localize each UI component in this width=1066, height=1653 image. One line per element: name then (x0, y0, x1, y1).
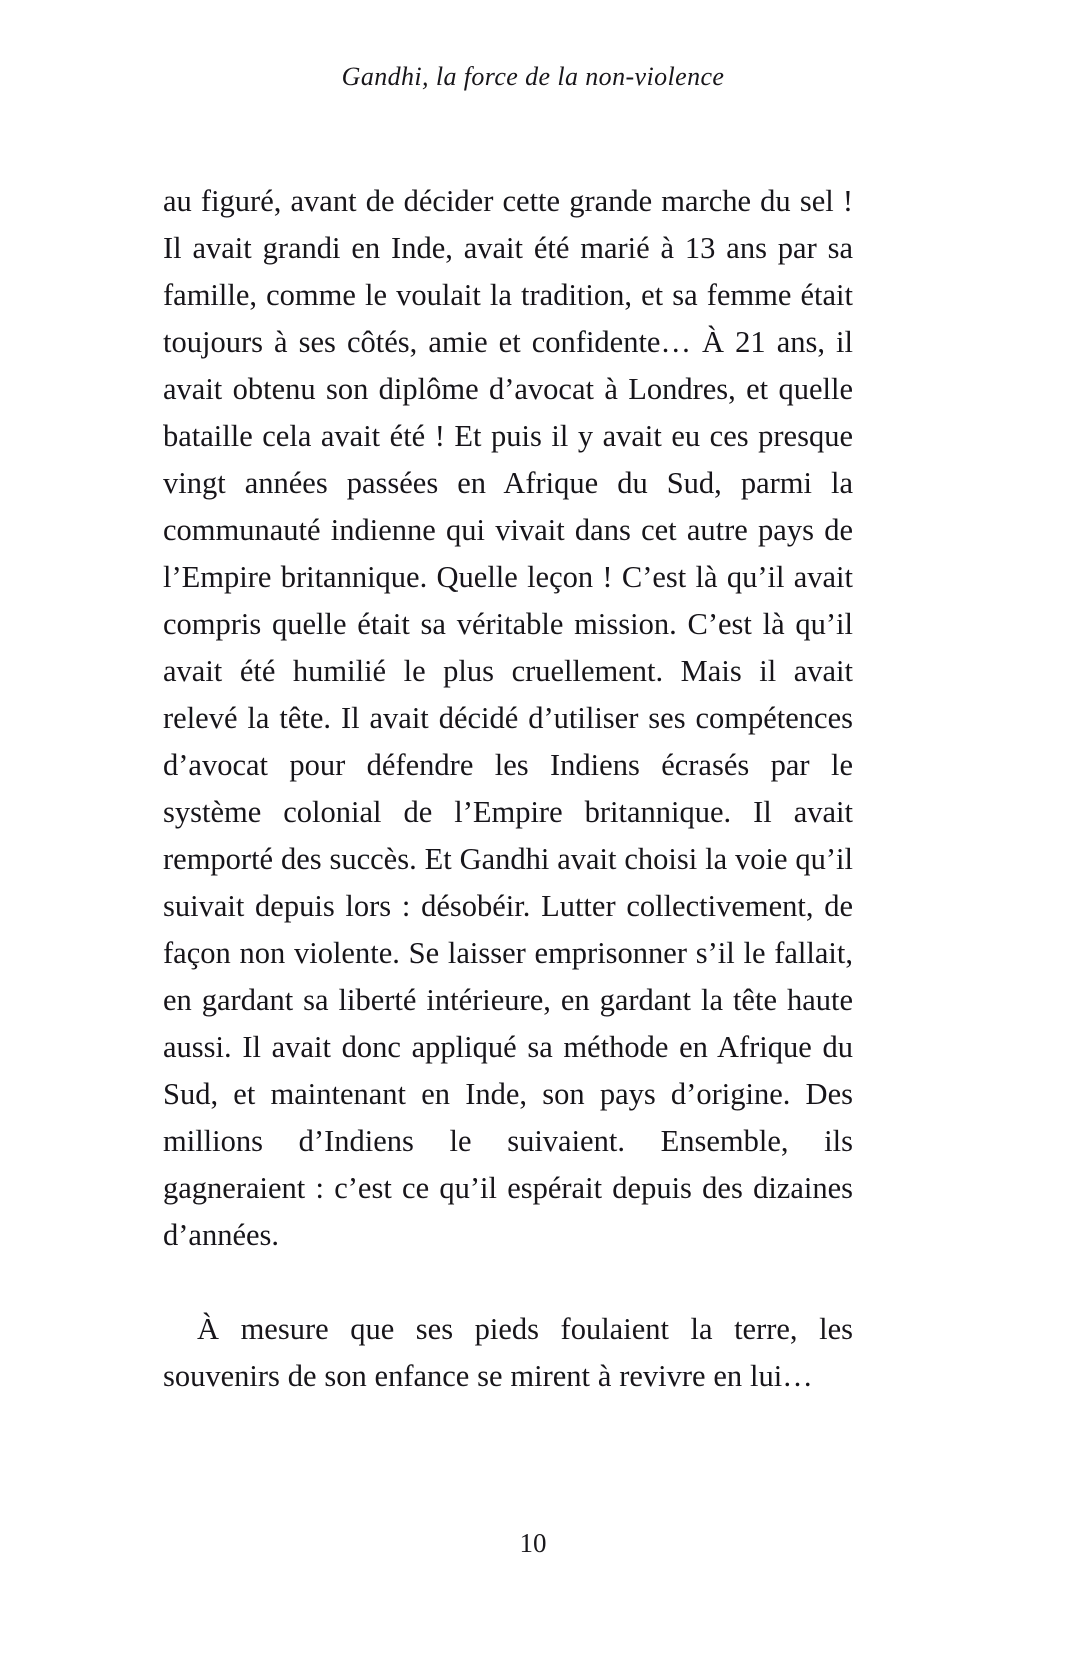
body-paragraph-new: À mesure que ses pieds foulaient la terre, les souvenirs de son enfance se mirent à revivre en lui… (163, 1312, 853, 1393)
page-number: 10 (519, 1528, 547, 1558)
running-head: Gandhi, la force de la non-violence (341, 62, 725, 91)
body-text-block (163, 178, 853, 1400)
body-paragraph-continued: au figuré, avant de décider cette grande marche du sel ! Il avait grandi en Inde, avait été marié à 13 ans par sa famille, comme le voulait la tradition, et sa femme était toujours à ses côtés, amie et confidente… À 21 ans, il avait obtenu son diplôme d’avocat à Londres, et quelle bataille cela avait été ! Et puis il y avait eu ces presque vingt années passées en Afrique du Sud, parmi la communauté indienne qui vivait dans cet autre pays de l’Empire britannique. Quelle leçon ! C’est là qu’il avait compris quelle était sa véritable mission. C’est là qu’il avait été humilié le plus cruellement. Mais il avait relevé la tête. Il avait décidé d’utiliser ses compétences d’avocat pour défendre les Indiens écrasés par le système colonial de l’Empire britannique. Il avait remporté des succès. Et Gandhi avait choisi la voie qu’il suivait depuis lors : désobéir. Lutter collectivement, de façon non violente. Se laisser emprisonner s’il le fallait, en gardant sa liberté intérieure, en gardant la tête haute aussi. Il avait donc appliqué sa méthode en Afrique du Sud, et maintenant en Inde, son pays d’origine. Des millions d’Indiens le suivaient. Ensemble, ils gagneraient : c’est ce qu’il espérait depuis des dizaines d’années. (163, 184, 853, 1252)
